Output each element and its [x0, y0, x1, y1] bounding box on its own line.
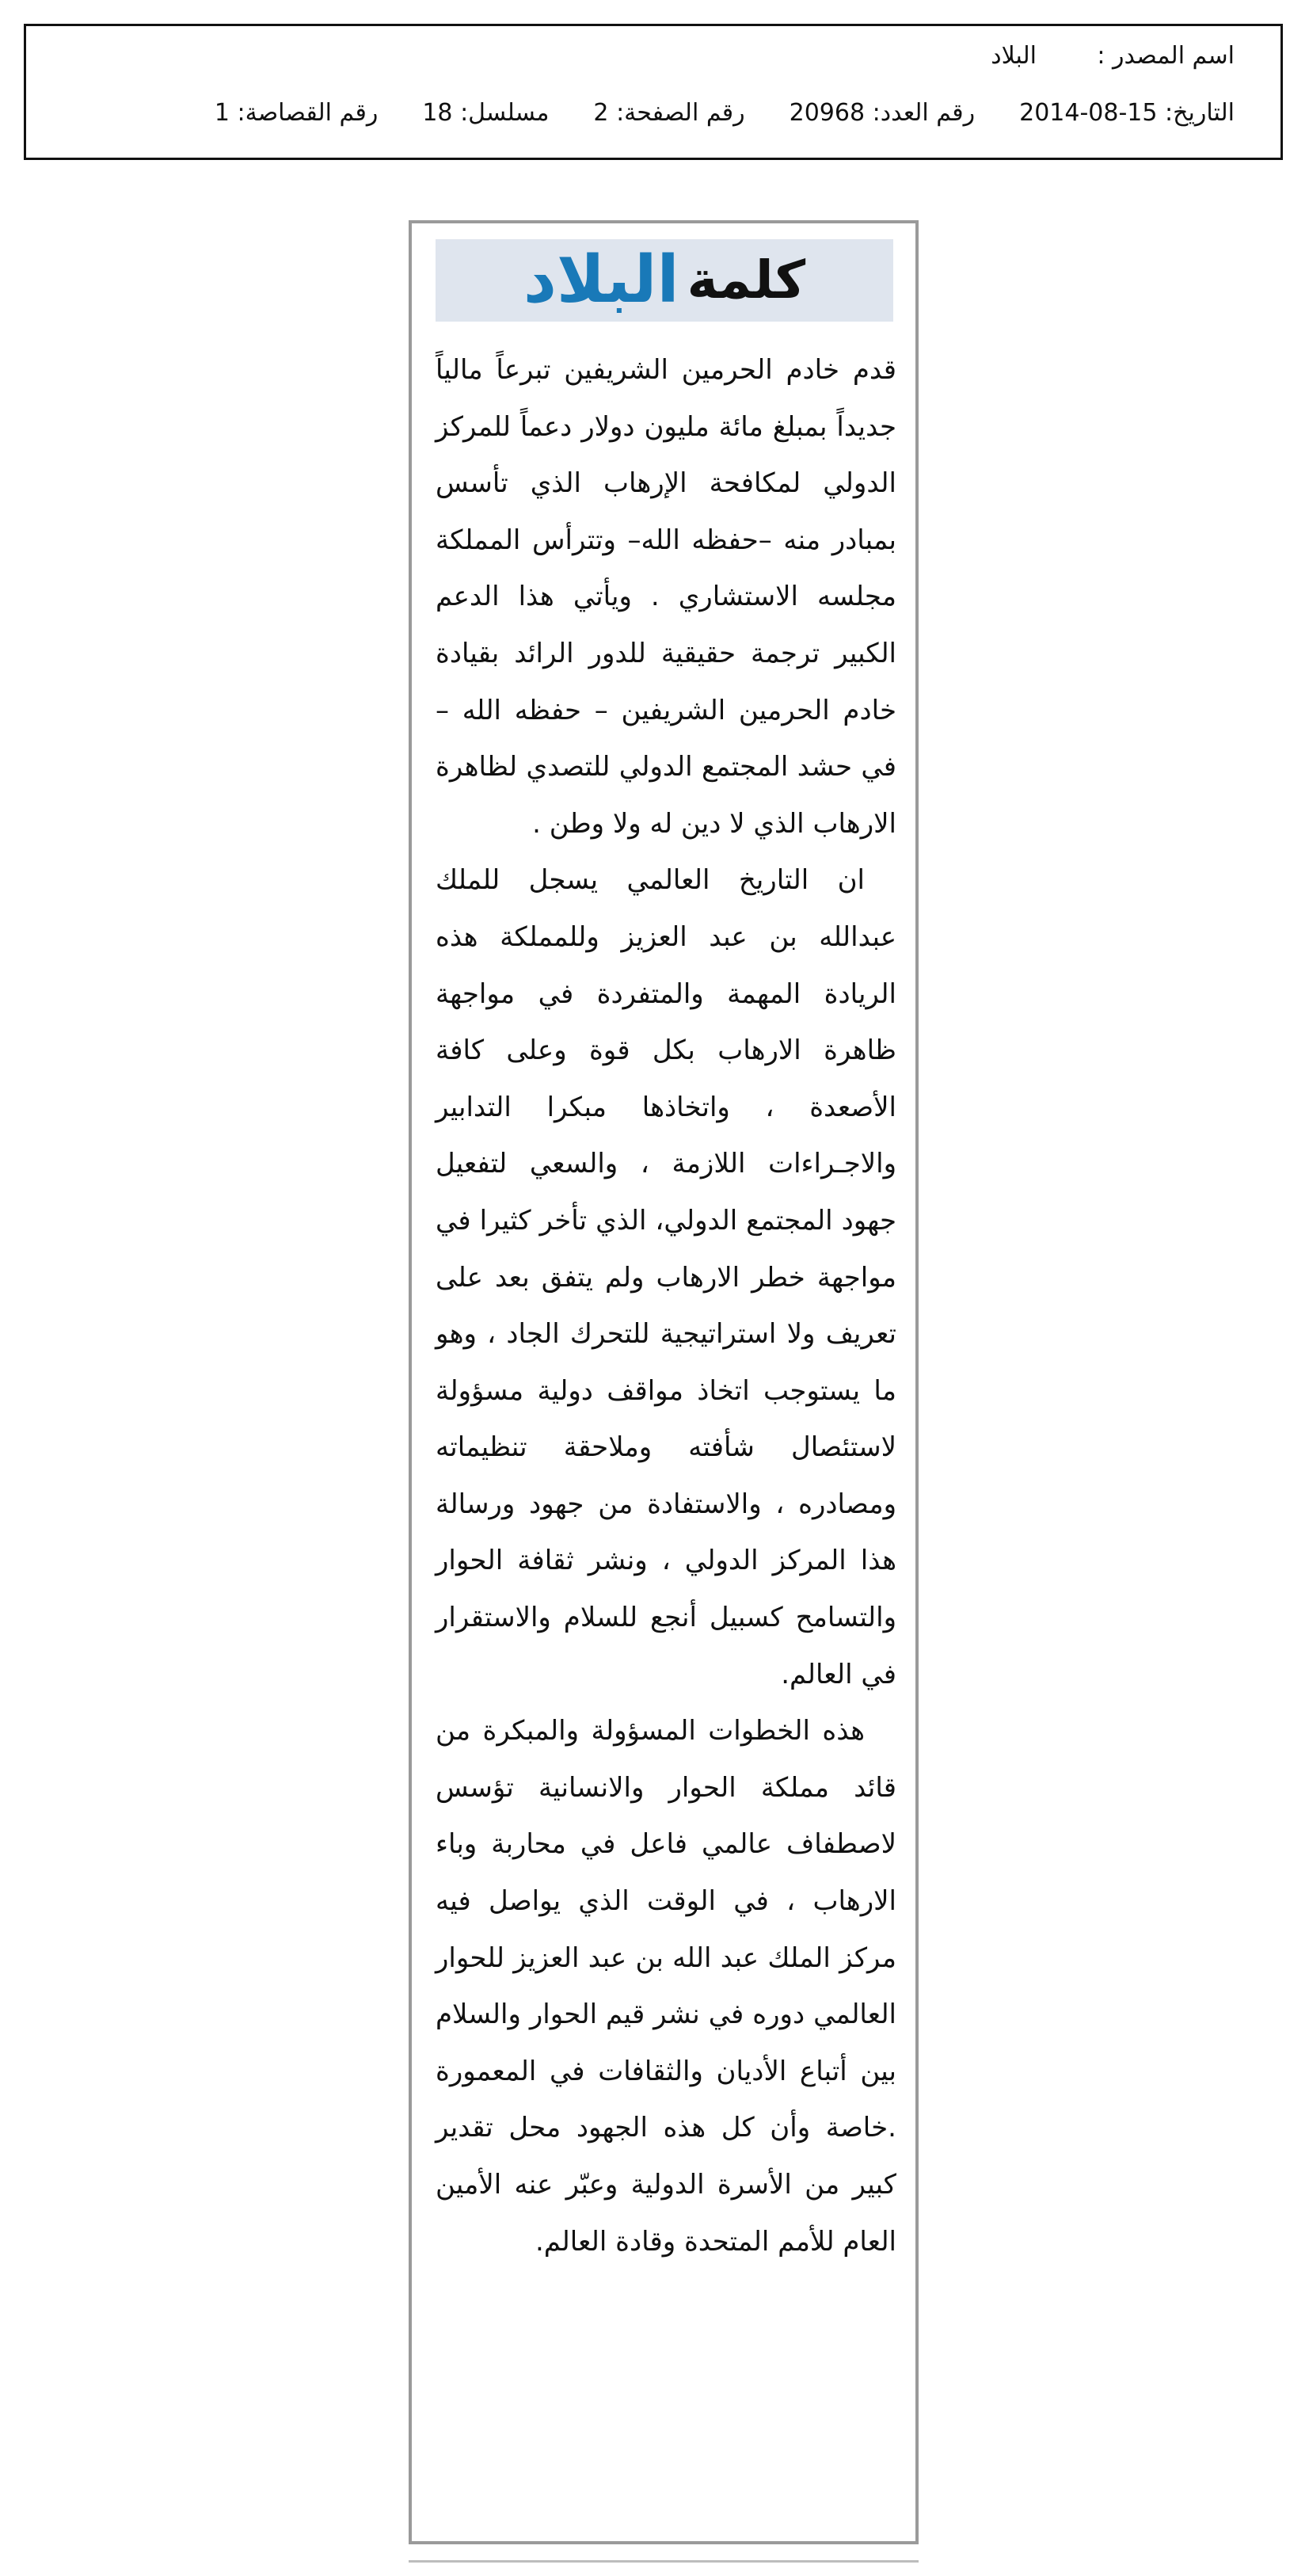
- issue-value: 20968: [789, 99, 866, 127]
- bottom-divider: [409, 2560, 919, 2563]
- issue-field: [790, 99, 975, 127]
- date-label: التاريخ:: [1165, 99, 1235, 127]
- details-row: [215, 99, 1235, 127]
- source-label: اسم المصدر :: [1097, 42, 1235, 70]
- article-paragraph-2: ان التاريخ العالمي يسجل للملك عبدالله بن عبد العزيز وللمملكة هذه الريادة المهمة والمتفردة في مواجهة ظاهرة الارهاب بكل قوة وعلى كافة الأصعدة ، واتخاذها مبكرا التدابير والاجـراءات اللازمة ، والسعي لتفعيل جهود المجتمع الدولي، الذي تأخر كثيرا في مواجهة خطر الارهاب ولم يتفق بعد على تعريف ولا استراتيجية للتحرك الجاد ، وهو ما يستوجب اتخاذ مواقف دولية مسؤولة لاستئصال شأفته وملاحقة تنظيماته ومصادره ، والاستفادة من جهود ورسالة هذا المركز الدولي ، ونشر ثقافة الحوار والتسامح كسبيل أنجع للسلام والاستقرار في العالم.: [436, 864, 896, 1690]
- page-label: رقم الصفحة:: [616, 99, 745, 127]
- serial-value: 18: [422, 99, 453, 127]
- serial-label: مسلسل:: [460, 99, 550, 127]
- page-field: [593, 99, 744, 127]
- issue-label: رقم العدد:: [872, 99, 976, 127]
- column-masthead: [436, 239, 893, 322]
- page-value: 2: [593, 99, 609, 127]
- source-value: البلاد: [991, 42, 1037, 70]
- date-field: [1019, 99, 1235, 127]
- source-row: [991, 42, 1235, 70]
- clip-value: 1: [214, 99, 230, 127]
- masthead-word-kalima: كلمة: [687, 250, 806, 311]
- article-paragraph-1: قدم خادم الحرمين الشريفين تبرعاً مالياً جديداً بمبلغ مائة مليون دولار دعماً للمركز الدولي لمكافحة الإرهاب الذي تأسس بمبادر منه –حفظه الله– وتترأس المملكة مجلسه الاستشاري . ويأتي هذا الدعم الكبير ترجمة حقيقية للدور الرائد بقيادة خادم الحرمين الشريفين – حفظه الله – في حشد المجتمع الدولي للتصدي لظاهرة الارهاب الذي لا دين له ولا وطن .: [436, 354, 896, 840]
- source-info-box: [24, 24, 1283, 160]
- masthead-word-albilad: البلاد: [523, 242, 679, 318]
- date-value: 2014-08-15: [1019, 99, 1158, 127]
- article-clipping: [409, 220, 919, 2544]
- article-body: [436, 342, 896, 2270]
- clip-field: [215, 99, 378, 127]
- clip-label: رقم القصاصة:: [237, 99, 379, 127]
- serial-field: [422, 99, 549, 127]
- article-paragraph-3: هذه الخطوات المسؤولة والمبكرة من قائد مملكة الحوار والانسانية تؤسس لاصطفاف عالمي فاعل في محاربة وباء الارهاب ، في الوقت الذي يواصل فيه مركز الملك عبد الله بن عبد العزيز للحوار العالمي دوره في نشر قيم الحوار والسلام بين أتباع الأديان والثقافات في المعمورة .خاصة وأن كل هذه الجهود محل تقدير كبير من الأسرة الدولية وعبّر عنه الأمين العام للأمم المتحدة وقادة العالم.: [436, 1715, 896, 2258]
